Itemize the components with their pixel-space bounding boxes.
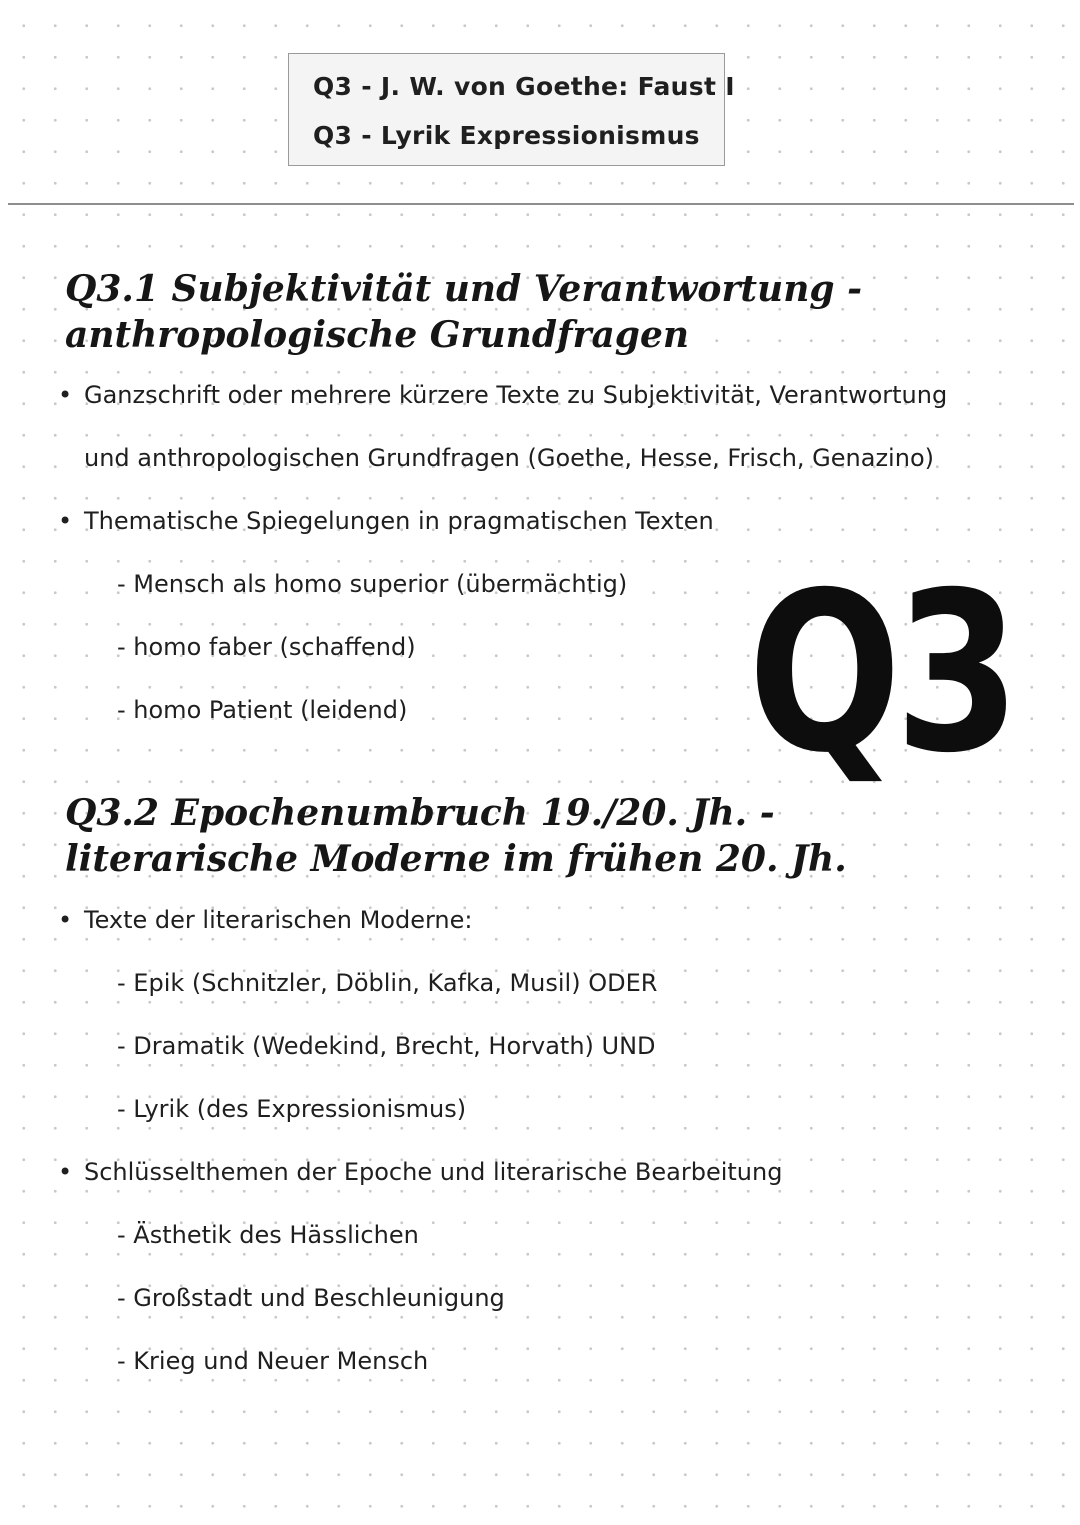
- sub-list-item: - Dramatik (Wedekind, Brecht, Horvath) UND: [117, 1032, 656, 1060]
- section-heading-line: Q3.2 Epochenumbruch 19./20. Jh. -: [65, 792, 775, 834]
- bullet-icon: •: [58, 507, 73, 535]
- list-item-text: Schlüsselthemen der Epoche und literarische Bearbeitung: [84, 1158, 783, 1186]
- bullet-icon: •: [58, 1158, 73, 1186]
- list-item: [58, 506, 714, 536]
- section-q3-2-heading: [65, 790, 847, 882]
- sub-list-item: - Epik (Schnitzler, Döblin, Kafka, Musil) ODER: [117, 969, 658, 997]
- sub-list-item: - Mensch als homo superior (übermächtig): [117, 570, 628, 598]
- title-box: [288, 53, 735, 166]
- header-divider: [8, 203, 1074, 205]
- section-heading-line: literarische Moderne im frühen 20. Jh.: [65, 838, 847, 880]
- sub-list-item: - homo Patient (leidend): [117, 696, 408, 724]
- section-q3-1-heading: [65, 266, 862, 358]
- sub-list-item: - Großstadt und Beschleunigung: [117, 1284, 505, 1312]
- list-item-continuation: und anthropologischen Grundfragen (Goethe, Hesse, Frisch, Genazino): [84, 444, 934, 472]
- section-heading-line: Q3.1 Subjektivität und Verantwortung -: [65, 268, 863, 310]
- sub-list-item: - Krieg und Neuer Mensch: [117, 1347, 429, 1375]
- list-item-text: Ganzschrift oder mehrere kürzere Texte zu Subjektivität, Verantwortung: [84, 381, 948, 409]
- list-item-text: Texte der literarischen Moderne:: [84, 906, 473, 934]
- list-item: [58, 1157, 782, 1187]
- bullet-icon: •: [58, 906, 73, 934]
- sub-list-item: - Lyrik (des Expressionismus): [117, 1095, 467, 1123]
- q3-big-label: Q3: [748, 545, 1014, 801]
- section-heading-line: anthropologische Grundfragen: [65, 314, 690, 356]
- list-item: [58, 380, 947, 410]
- title-line-faust: Q3 - J. W. von Goethe: Faust I: [313, 72, 735, 101]
- sub-list-item: - homo faber (schaffend): [117, 633, 416, 661]
- sub-list-item: - Ästhetik des Hässlichen: [117, 1221, 419, 1249]
- list-item: [58, 905, 472, 935]
- title-line-lyrik: Q3 - Lyrik Expressionismus: [313, 121, 700, 150]
- bullet-icon: •: [58, 381, 73, 409]
- list-item-text: Thematische Spiegelungen in pragmatischen Texten: [84, 507, 714, 535]
